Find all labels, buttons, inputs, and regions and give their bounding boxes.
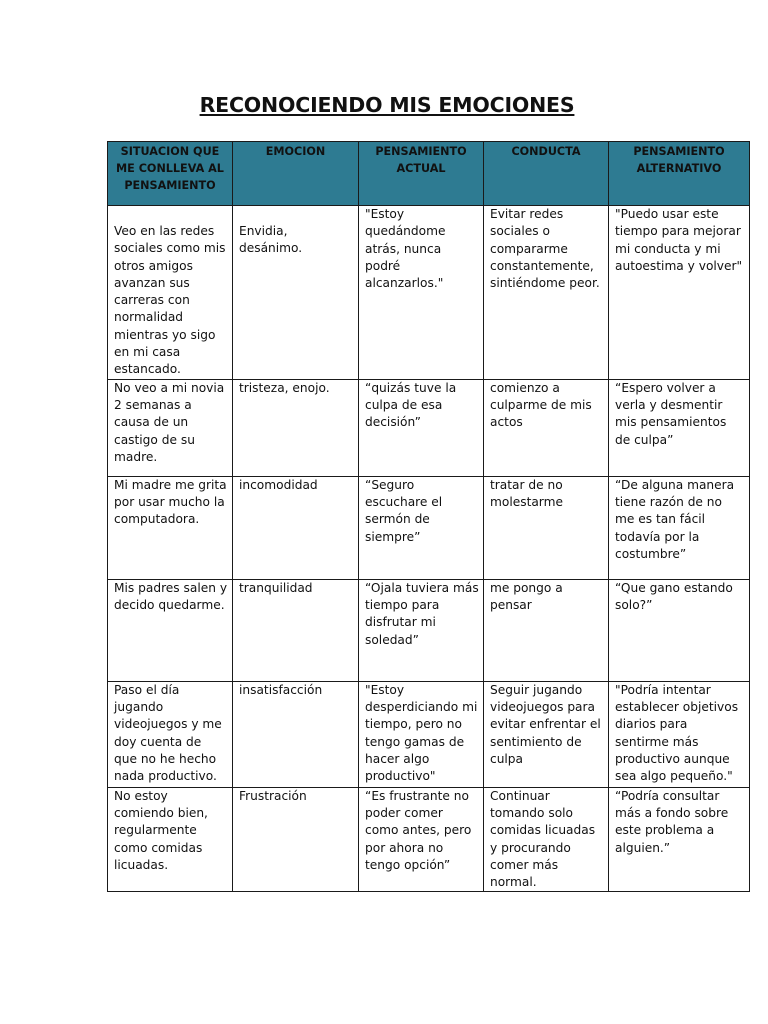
cell-text: insatisfacción [239,682,323,697]
cell-pensamiento-actual [359,787,484,892]
cell-text: tristeza, enojo. [239,380,330,395]
cell-text: Mis padres salen y decido quedarme. [114,580,228,612]
cell-text: “Seguro escuchare el sermón de siempre” [365,477,443,544]
cell-text: "Estoy quedándome atrás, nunca podré alcanzarlos." [365,207,446,291]
table-row [108,206,750,380]
cell-text: Evitar redes sociales o compararme constantemente, sintiéndome peor. [490,207,600,291]
table-header-row [108,142,750,206]
table-row [108,476,750,579]
cell-pensamiento-alternativo [609,476,750,579]
table-row [108,681,750,787]
cell-text: “quizás tuve la culpa de esa decisión” [365,380,457,430]
cell-pensamiento-actual [359,681,484,787]
cell-pensamiento-actual [359,206,484,380]
cell-text: incomodidad [239,477,318,492]
cell-text: comienzo a culparme de mis actos [490,380,592,430]
cell-pensamiento-alternativo [609,579,750,681]
cell-text: Mi madre me grita por usar mucho la computadora. [114,477,227,527]
cell-situacion [108,206,233,380]
cell-emocion [233,579,359,681]
cell-situacion [108,579,233,681]
cell-pensamiento-actual [359,579,484,681]
cell-text: “Es frustrante no poder comer como antes, pero por ahora no tengo opción” [365,788,472,872]
cell-conducta [484,681,609,787]
table-row [108,379,750,476]
header-conducta: CONDUCTA [484,142,609,206]
cell-emocion [233,206,359,380]
cell-pensamiento-actual [359,476,484,579]
cell-emocion [233,476,359,579]
cell-conducta [484,206,609,380]
cell-situacion [108,379,233,476]
header-pensamiento-actual: PENSAMIENTO ACTUAL [359,142,484,206]
cell-text: tranquilidad [239,580,313,595]
cell-text: "Estoy desperdiciando mi tiempo, pero no tengo gamas de hacer algo productivo" [365,682,478,784]
table-row [108,787,750,892]
cell-pensamiento-alternativo [609,681,750,787]
cell-text: "Puedo usar este tiempo para mejorar mi conducta y mi autoestima y volver" [615,207,743,273]
emotions-table [107,141,750,892]
cell-text: Frustración [239,788,307,803]
cell-text: “Espero volver a verla y desmentir mis pensamientos de culpa” [615,380,727,447]
header-situacion: SITUACION QUE ME CONLLEVA AL PENSAMIENTO [108,142,233,206]
cell-text: Seguir jugando videojuegos para evitar enfrentar el sentimiento de culpa [490,682,601,766]
table-row [108,579,750,681]
header-emocion: EMOCION [233,142,359,206]
cell-pensamiento-alternativo [609,787,750,892]
header-pensamiento-alternativo: PENSAMIENTO ALTERNATIVO [609,142,750,206]
cell-text: “Que gano estando solo?” [615,580,733,612]
cell-text: "Podría intentar establecer objetivos diarios para sentirme más productivo aunque sea algo pequeño." [615,682,739,784]
cell-text: tratar de no molestarme [490,477,563,509]
cell-conducta [484,787,609,892]
cell-text: Paso el día jugando videojuegos y me doy cuenta de que no he hecho nada productivo. [114,682,222,784]
cell-conducta [484,579,609,681]
cell-text: “Podría consultar más a fondo sobre este problema a alguien.” [615,788,729,855]
document-title: RECONOCIENDO MIS EMOCIONES [199,93,575,117]
cell-situacion [108,787,233,892]
cell-emocion [233,379,359,476]
cell-situacion [108,681,233,787]
cell-text: No estoy comiendo bien, regularmente como comidas licuadas. [114,788,208,872]
cell-pensamiento-alternativo [609,379,750,476]
cell-text: No veo a mi novia 2 semanas a causa de un castigo de su madre. [114,380,225,464]
cell-text: “De alguna manera tiene razón de no me es tan fácil todavía por la costumbre” [615,477,735,561]
cell-text: “Ojala tuviera más tiempo para disfrutar mi soledad” [365,580,479,647]
cell-emocion [233,681,359,787]
cell-pensamiento-actual [359,379,484,476]
cell-text: me pongo a pensar [490,580,563,612]
cell-pensamiento-alternativo [609,206,750,380]
cell-text: Continuar tomando solo comidas licuadas y procurando comer más normal. [490,788,596,890]
cell-text: Envidia, desánimo. [239,224,303,256]
cell-text: Veo en las redes sociales como mis otros amigos avanzan sus carreras con normalidad mientras yo sigo en mi casa estancado. [114,224,226,377]
cell-emocion [233,787,359,892]
cell-conducta [484,476,609,579]
cell-situacion [108,476,233,579]
cell-conducta [484,379,609,476]
